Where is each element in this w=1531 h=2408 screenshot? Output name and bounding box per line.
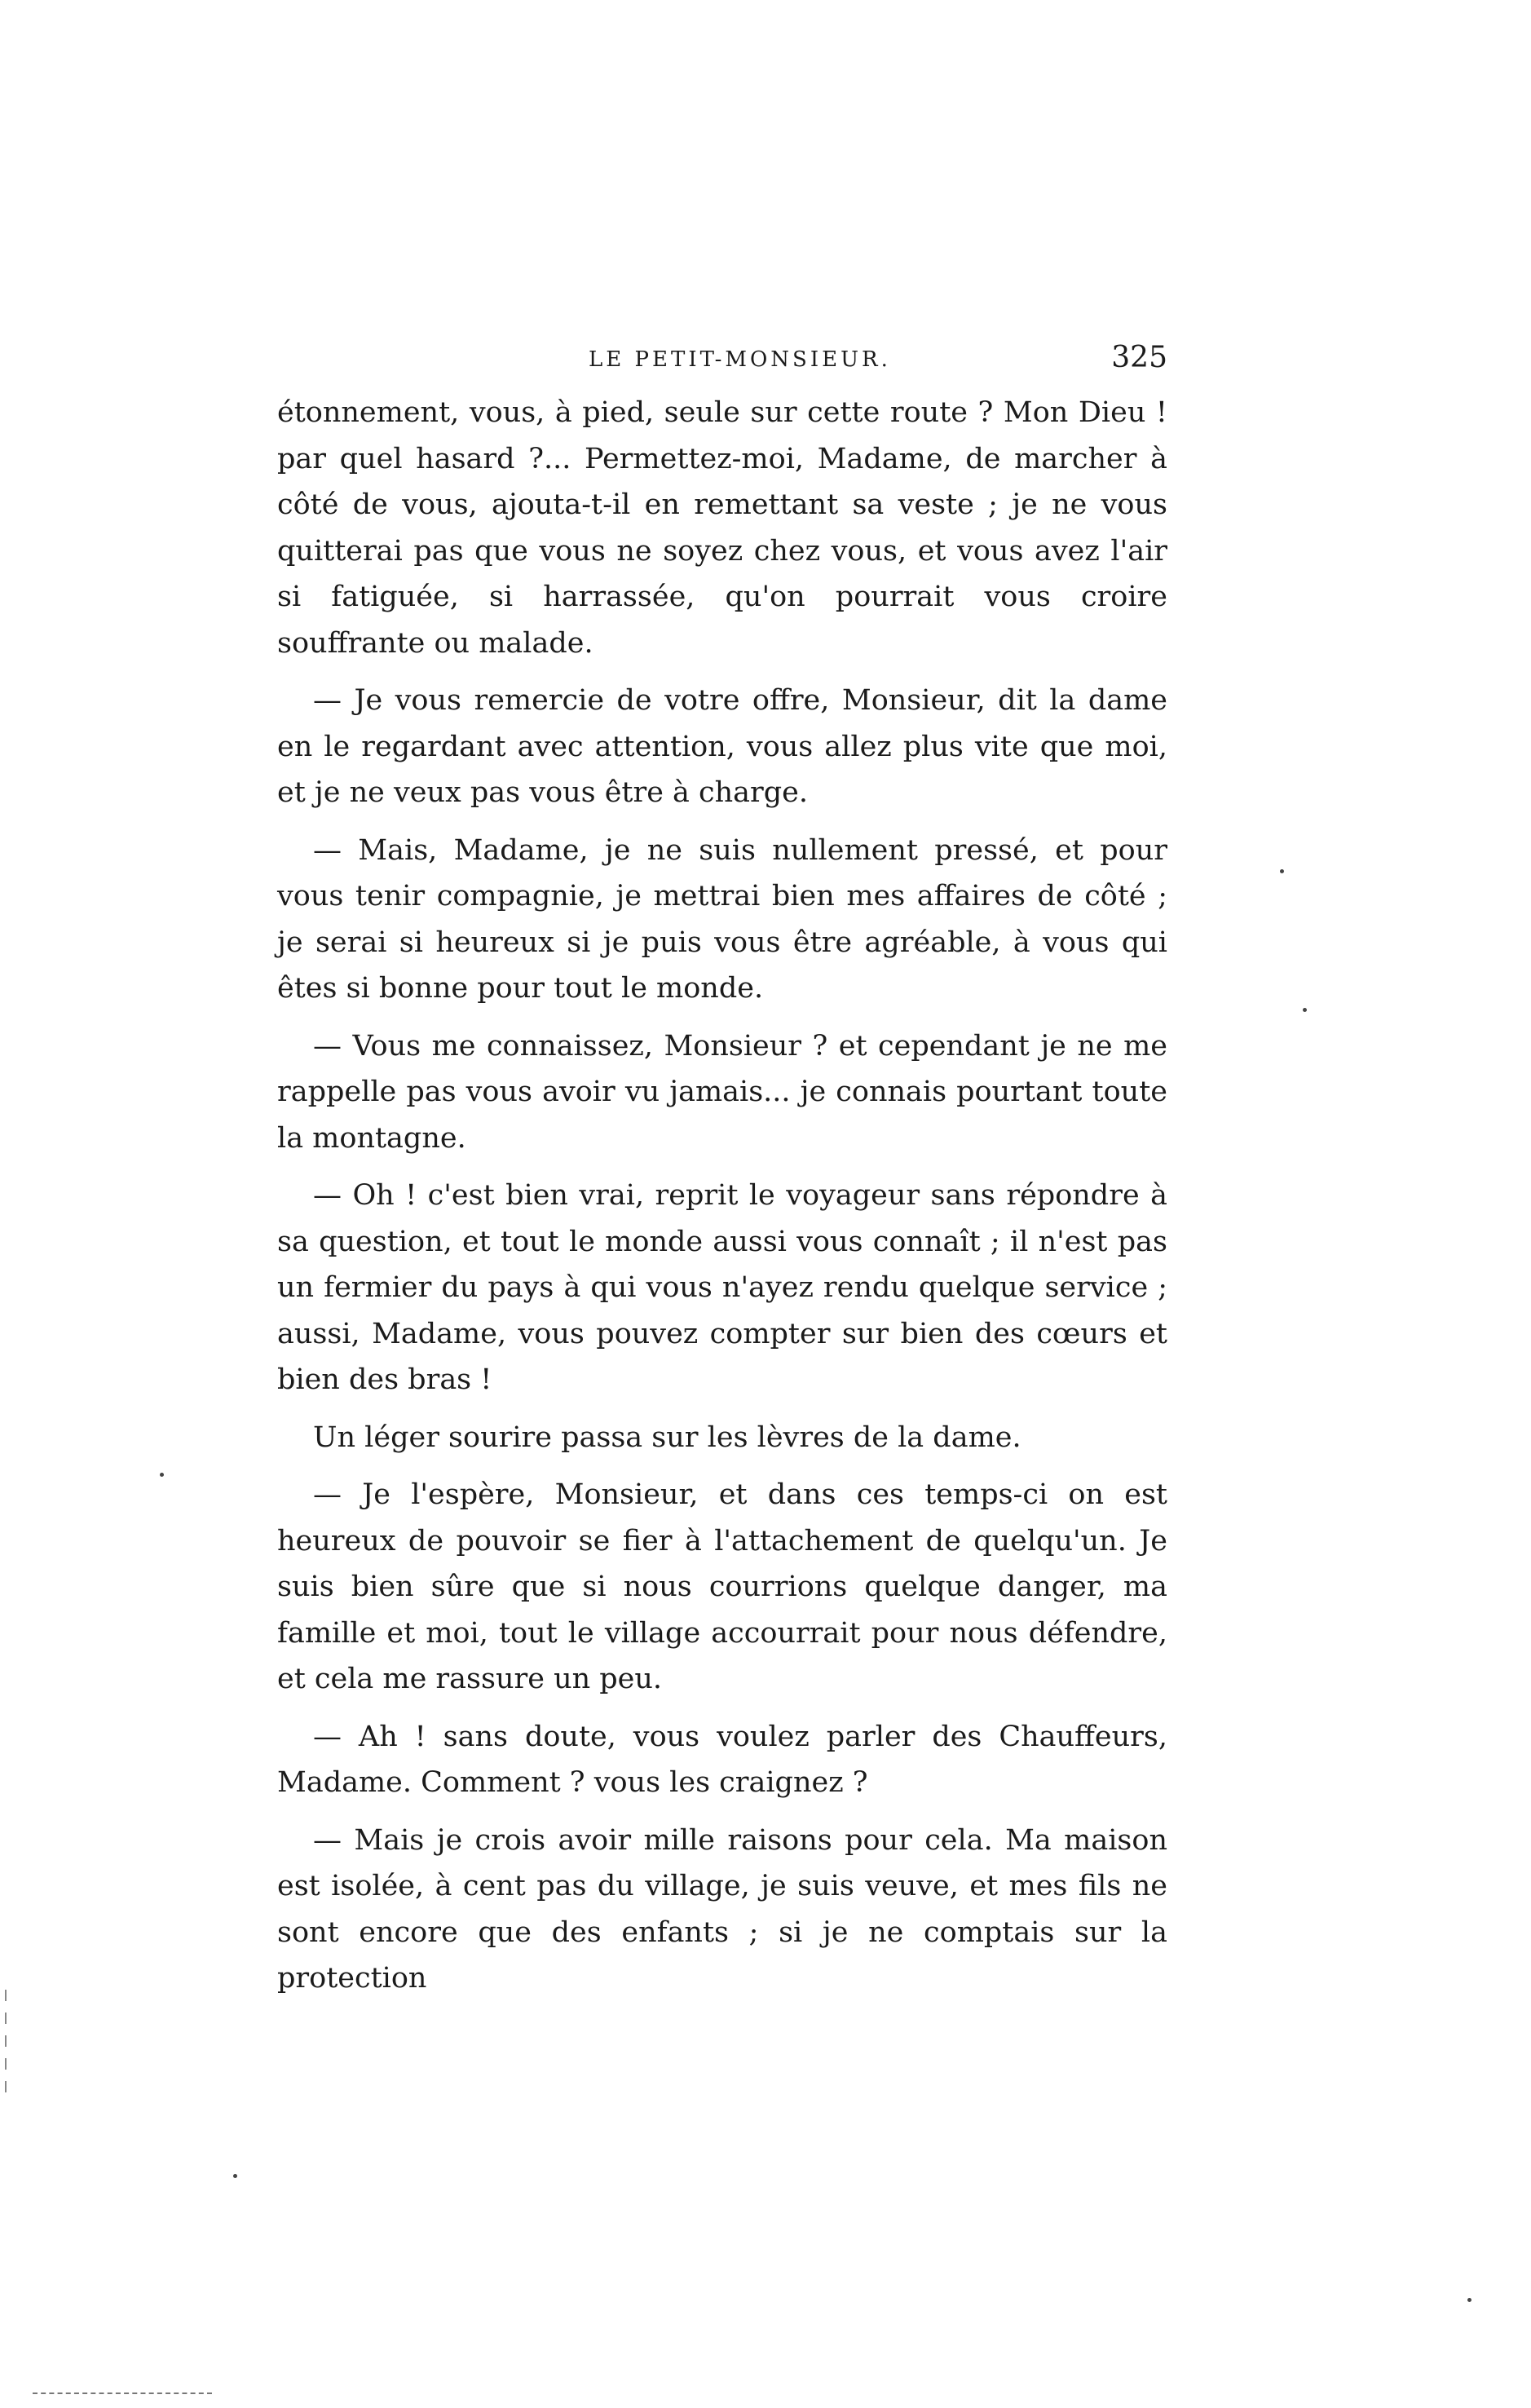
paragraph: — Je l'espère, Monsieur, et dans ces temps-ci on est heureux de pouvoir se fier à l'attachement de quelqu'un. Je suis bien sûre que si nous courrions quelque danger, ma famille et moi, tout le village accourrait pour nous défendre, et cela me rassure un peu.: [277, 1478, 1167, 1695]
margin-scan-marks: [3, 1990, 10, 2128]
running-title: LE PETIT-MONSIEUR.: [589, 347, 891, 372]
paragraph: étonnement, vous, à pied, seule sur cette route ? Mon Dieu ! par quel hasard ?... Permettez-moi, Madame, de marcher à côté de vous, ajouta-t-il en remettant sa veste ; je ne vous quitterai pas que vous ne soyez chez vous, et vous avez l'air si fatiguée, si harrassée, qu'on pourrait vous croire souffrante ou malade.: [277, 396, 1167, 660]
paragraph: — Oh ! c'est bien vrai, reprit le voyageur sans répondre à sa question, et tout le monde aussi vous connaît ; il n'est pas un fermier du pays à qui vous n'ayez rendu quelque service ; aussi, Madame, vous pouvez compter sur bien des cœurs et bien des bras !: [277, 1179, 1167, 1396]
scan-speck: [233, 2174, 237, 2178]
paragraph: Un léger sourire passa sur les lèvres de la dame.: [313, 1420, 1021, 1454]
scan-speck: [1303, 1008, 1307, 1012]
paragraph: — Je vous remercie de votre offre, Monsieur, dit la dame en le regardant avec attention, vous allez plus vite que moi, et je ne veux pas vous être à charge.: [277, 684, 1167, 809]
scan-speck: [160, 1473, 164, 1477]
scan-speck: [1280, 869, 1284, 873]
paragraph: — Ah ! sans doute, vous voulez parler des Chauffeurs, Madame. Comment ? vous les craignez ?: [277, 1720, 1167, 1799]
body-text: [277, 390, 1167, 2013]
page-header: [277, 341, 1167, 382]
paragraph: — Mais je crois avoir mille raisons pour cela. Ma maison est isolée, à cent pas du village, je suis veuve, et mes fils ne sont encore que des enfants ; si je ne comptais sur la protection: [277, 1823, 1167, 1995]
paragraph: — Mais, Madame, je ne suis nullement pressé, et pour vous tenir compagnie, je mettrai bien mes affaires de côté ; je serai si heureux si je puis vous être agréable, à vous qui êtes si bonne pour tout le monde.: [277, 833, 1167, 1005]
scan-edge-rule: [33, 2393, 212, 2394]
page-number: 325: [1111, 341, 1167, 374]
scan-speck: [1467, 2298, 1471, 2302]
paragraph: — Vous me connaissez, Monsieur ? et cependant je ne me rappelle pas vous avoir vu jamais... je connais pourtant toute la montagne.: [277, 1029, 1167, 1155]
